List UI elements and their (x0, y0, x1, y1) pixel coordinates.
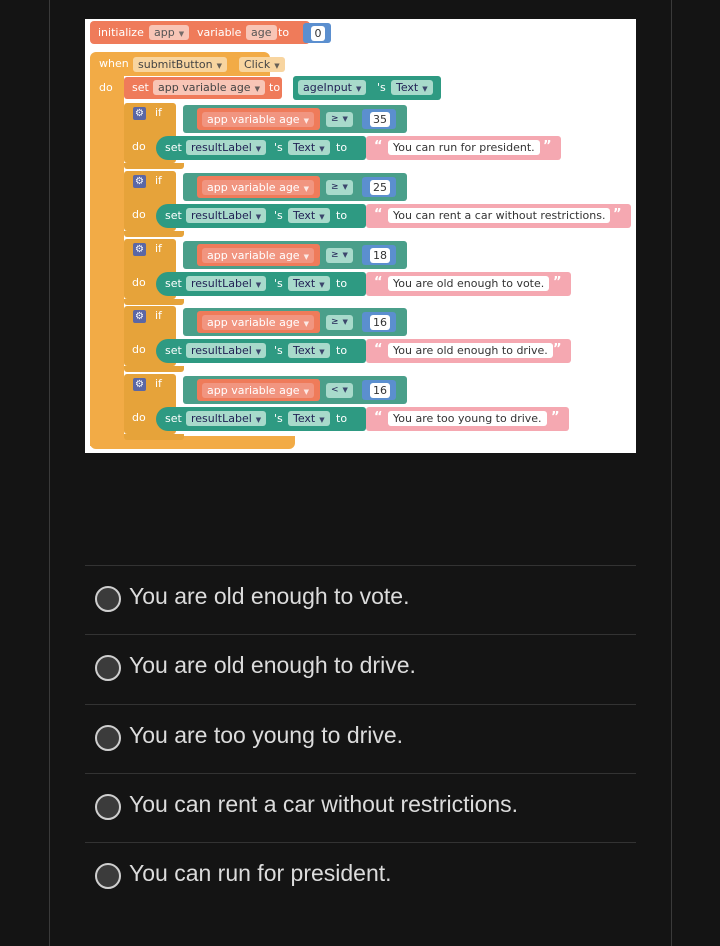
quote-close-glyph: ” (613, 207, 622, 222)
operator-label: ≥ (331, 317, 339, 327)
target-component-dropdown: resultLabel ▼ (186, 140, 266, 155)
set-variable-label: app variable age (158, 81, 251, 94)
answer-option[interactable] (85, 842, 636, 911)
when-keyword: when (99, 57, 129, 70)
gear-icon: ⚙ (133, 310, 146, 323)
target-prop-dropdown: Text ▼ (288, 208, 330, 223)
set-keyword: set (165, 412, 182, 425)
var-getter-dropdown: app variable age ▼ (202, 383, 314, 398)
quote-open-glyph: “ (374, 207, 383, 222)
gear-icon: ⚙ (133, 175, 146, 188)
gear-icon: ⚙ (133, 243, 146, 256)
to-keyword: to (336, 412, 348, 425)
to-keyword: to (336, 277, 348, 290)
target-component-label: resultLabel (191, 209, 252, 222)
do-keyword: do (132, 276, 146, 289)
getter-prop-dropdown: Text ▼ (391, 80, 433, 95)
target-component-dropdown: resultLabel ▼ (186, 208, 266, 223)
target-component-label: resultLabel (191, 277, 252, 290)
do-keyword: do (132, 208, 146, 221)
getter-s-keyword: 's (377, 81, 386, 94)
if-keyword: if (155, 106, 162, 119)
message-text: You can rent a car without restrictions. (388, 208, 610, 223)
target-component-label: resultLabel (191, 344, 252, 357)
answer-option[interactable] (85, 773, 636, 842)
operator-dropdown: ≥ ▼ (326, 112, 353, 127)
message-text: You are too young to drive. (388, 411, 547, 426)
set-variable-dropdown: app variable age ▼ (153, 80, 265, 95)
set-to-keyword: to (269, 81, 281, 94)
var-getter-dropdown: app variable age ▼ (202, 112, 314, 127)
initialize-keyword: initialize (98, 26, 144, 39)
radio-button[interactable] (95, 655, 121, 681)
variable-keyword: variable (197, 26, 242, 39)
if-keyword: if (155, 174, 162, 187)
quote-close-glyph: ” (551, 410, 560, 425)
operator-dropdown: ≥ ▼ (326, 180, 353, 195)
set-keyword: set (132, 81, 149, 94)
do-keyword: do (132, 343, 146, 356)
gear-icon: ⚙ (133, 107, 146, 120)
blocks-code-image (85, 19, 636, 453)
operator-dropdown: ≥ ▼ (326, 248, 353, 263)
getter-component-label: ageInput (303, 81, 352, 94)
s-keyword: 's (274, 277, 283, 290)
event-name-dropdown: Click ▼ (239, 57, 285, 72)
event-component-dropdown: submitButton ▼ (133, 57, 227, 72)
quote-close-glyph: ” (543, 139, 552, 154)
number-value: 16 (370, 315, 390, 330)
left-rail (49, 0, 50, 946)
radio-button[interactable] (95, 586, 121, 612)
message-text: You are old enough to drive. (388, 343, 553, 358)
var-getter-dropdown: app variable age ▼ (202, 248, 314, 263)
quote-open-glyph: “ (374, 275, 383, 290)
message-text: You are old enough to vote. (388, 276, 549, 291)
set-keyword: set (165, 344, 182, 357)
to-keyword: to (336, 141, 348, 154)
event-handler-bottom (90, 436, 295, 449)
target-prop-label: Text (293, 344, 316, 357)
variable-name-field: age (246, 25, 277, 40)
answer-option-label: You are old enough to drive. (129, 652, 416, 678)
var-getter-dropdown: app variable age ▼ (202, 315, 314, 330)
do-keyword: do (132, 140, 146, 153)
s-keyword: 's (274, 209, 283, 222)
answer-option[interactable] (85, 565, 636, 634)
target-component-dropdown: resultLabel ▼ (186, 343, 266, 358)
operator-label: ≥ (331, 114, 339, 124)
if-block-tail (124, 231, 184, 237)
answer-option[interactable] (85, 704, 636, 773)
operator-label: ≥ (331, 182, 339, 192)
to-keyword: to (336, 344, 348, 357)
if-keyword: if (155, 377, 162, 390)
target-prop-dropdown: Text ▼ (288, 276, 330, 291)
number-value: 16 (370, 383, 390, 398)
answer-option-label: You can run for president. (129, 860, 392, 886)
radio-button[interactable] (95, 863, 121, 889)
number-value: 18 (370, 248, 390, 263)
target-prop-dropdown: Text ▼ (288, 411, 330, 426)
if-block-tail (124, 434, 184, 440)
var-getter-label: app variable age (207, 181, 300, 194)
if-keyword: if (155, 309, 162, 322)
event-handler-side (90, 76, 124, 446)
answer-option-label: You can rent a car without restrictions. (129, 791, 519, 817)
event-component-label: submitButton (138, 58, 213, 71)
number-value: 25 (370, 180, 390, 195)
target-prop-label: Text (293, 209, 316, 222)
message-text: You can run for president. (388, 140, 540, 155)
s-keyword: 's (274, 412, 283, 425)
target-prop-label: Text (293, 277, 316, 290)
target-component-label: resultLabel (191, 141, 252, 154)
var-getter-dropdown: app variable age ▼ (202, 180, 314, 195)
quote-close-glyph: ” (553, 275, 562, 290)
target-prop-label: Text (293, 141, 316, 154)
target-prop-dropdown: Text ▼ (288, 140, 330, 155)
event-name-label: Click (244, 58, 271, 71)
quote-close-glyph: ” (553, 342, 562, 357)
if-block-tail (124, 299, 184, 305)
radio-button[interactable] (95, 794, 121, 820)
operator-dropdown: ≥ ▼ (326, 315, 353, 330)
quote-open-glyph: “ (374, 410, 383, 425)
set-keyword: set (165, 209, 182, 222)
number-value: 35 (370, 112, 390, 127)
s-keyword: 's (274, 344, 283, 357)
operator-dropdown: < ▼ (326, 383, 353, 398)
target-component-label: resultLabel (191, 412, 252, 425)
target-prop-label: Text (293, 412, 316, 425)
right-rail (671, 0, 672, 946)
init-value: 0 (311, 26, 325, 41)
getter-prop-label: Text (396, 81, 419, 94)
target-prop-dropdown: Text ▼ (288, 343, 330, 358)
gear-icon: ⚙ (133, 378, 146, 391)
if-block-tail (124, 163, 184, 169)
var-getter-label: app variable age (207, 316, 300, 329)
scope-dropdown: app ▼ (149, 25, 189, 40)
if-keyword: if (155, 242, 162, 255)
scope-label: app (154, 26, 175, 39)
target-component-dropdown: resultLabel ▼ (186, 411, 266, 426)
operator-label: < (331, 385, 339, 395)
set-keyword: set (165, 277, 182, 290)
to-keyword: to (278, 26, 290, 39)
event-do-keyword: do (99, 81, 113, 94)
var-getter-label: app variable age (207, 113, 300, 126)
quote-open-glyph: “ (374, 139, 383, 154)
answer-option[interactable] (85, 634, 636, 703)
getter-component-dropdown: ageInput ▼ (298, 80, 366, 95)
set-keyword: set (165, 141, 182, 154)
radio-button[interactable] (95, 725, 121, 751)
s-keyword: 's (274, 141, 283, 154)
operator-label: ≥ (331, 250, 339, 260)
if-block-tail (124, 366, 184, 372)
do-keyword: do (132, 411, 146, 424)
var-getter-label: app variable age (207, 249, 300, 262)
target-component-dropdown: resultLabel ▼ (186, 276, 266, 291)
var-getter-label: app variable age (207, 384, 300, 397)
answer-option-label: You are too young to drive. (129, 722, 404, 748)
to-keyword: to (336, 209, 348, 222)
answer-option-label: You are old enough to vote. (129, 583, 410, 609)
quote-open-glyph: “ (374, 342, 383, 357)
